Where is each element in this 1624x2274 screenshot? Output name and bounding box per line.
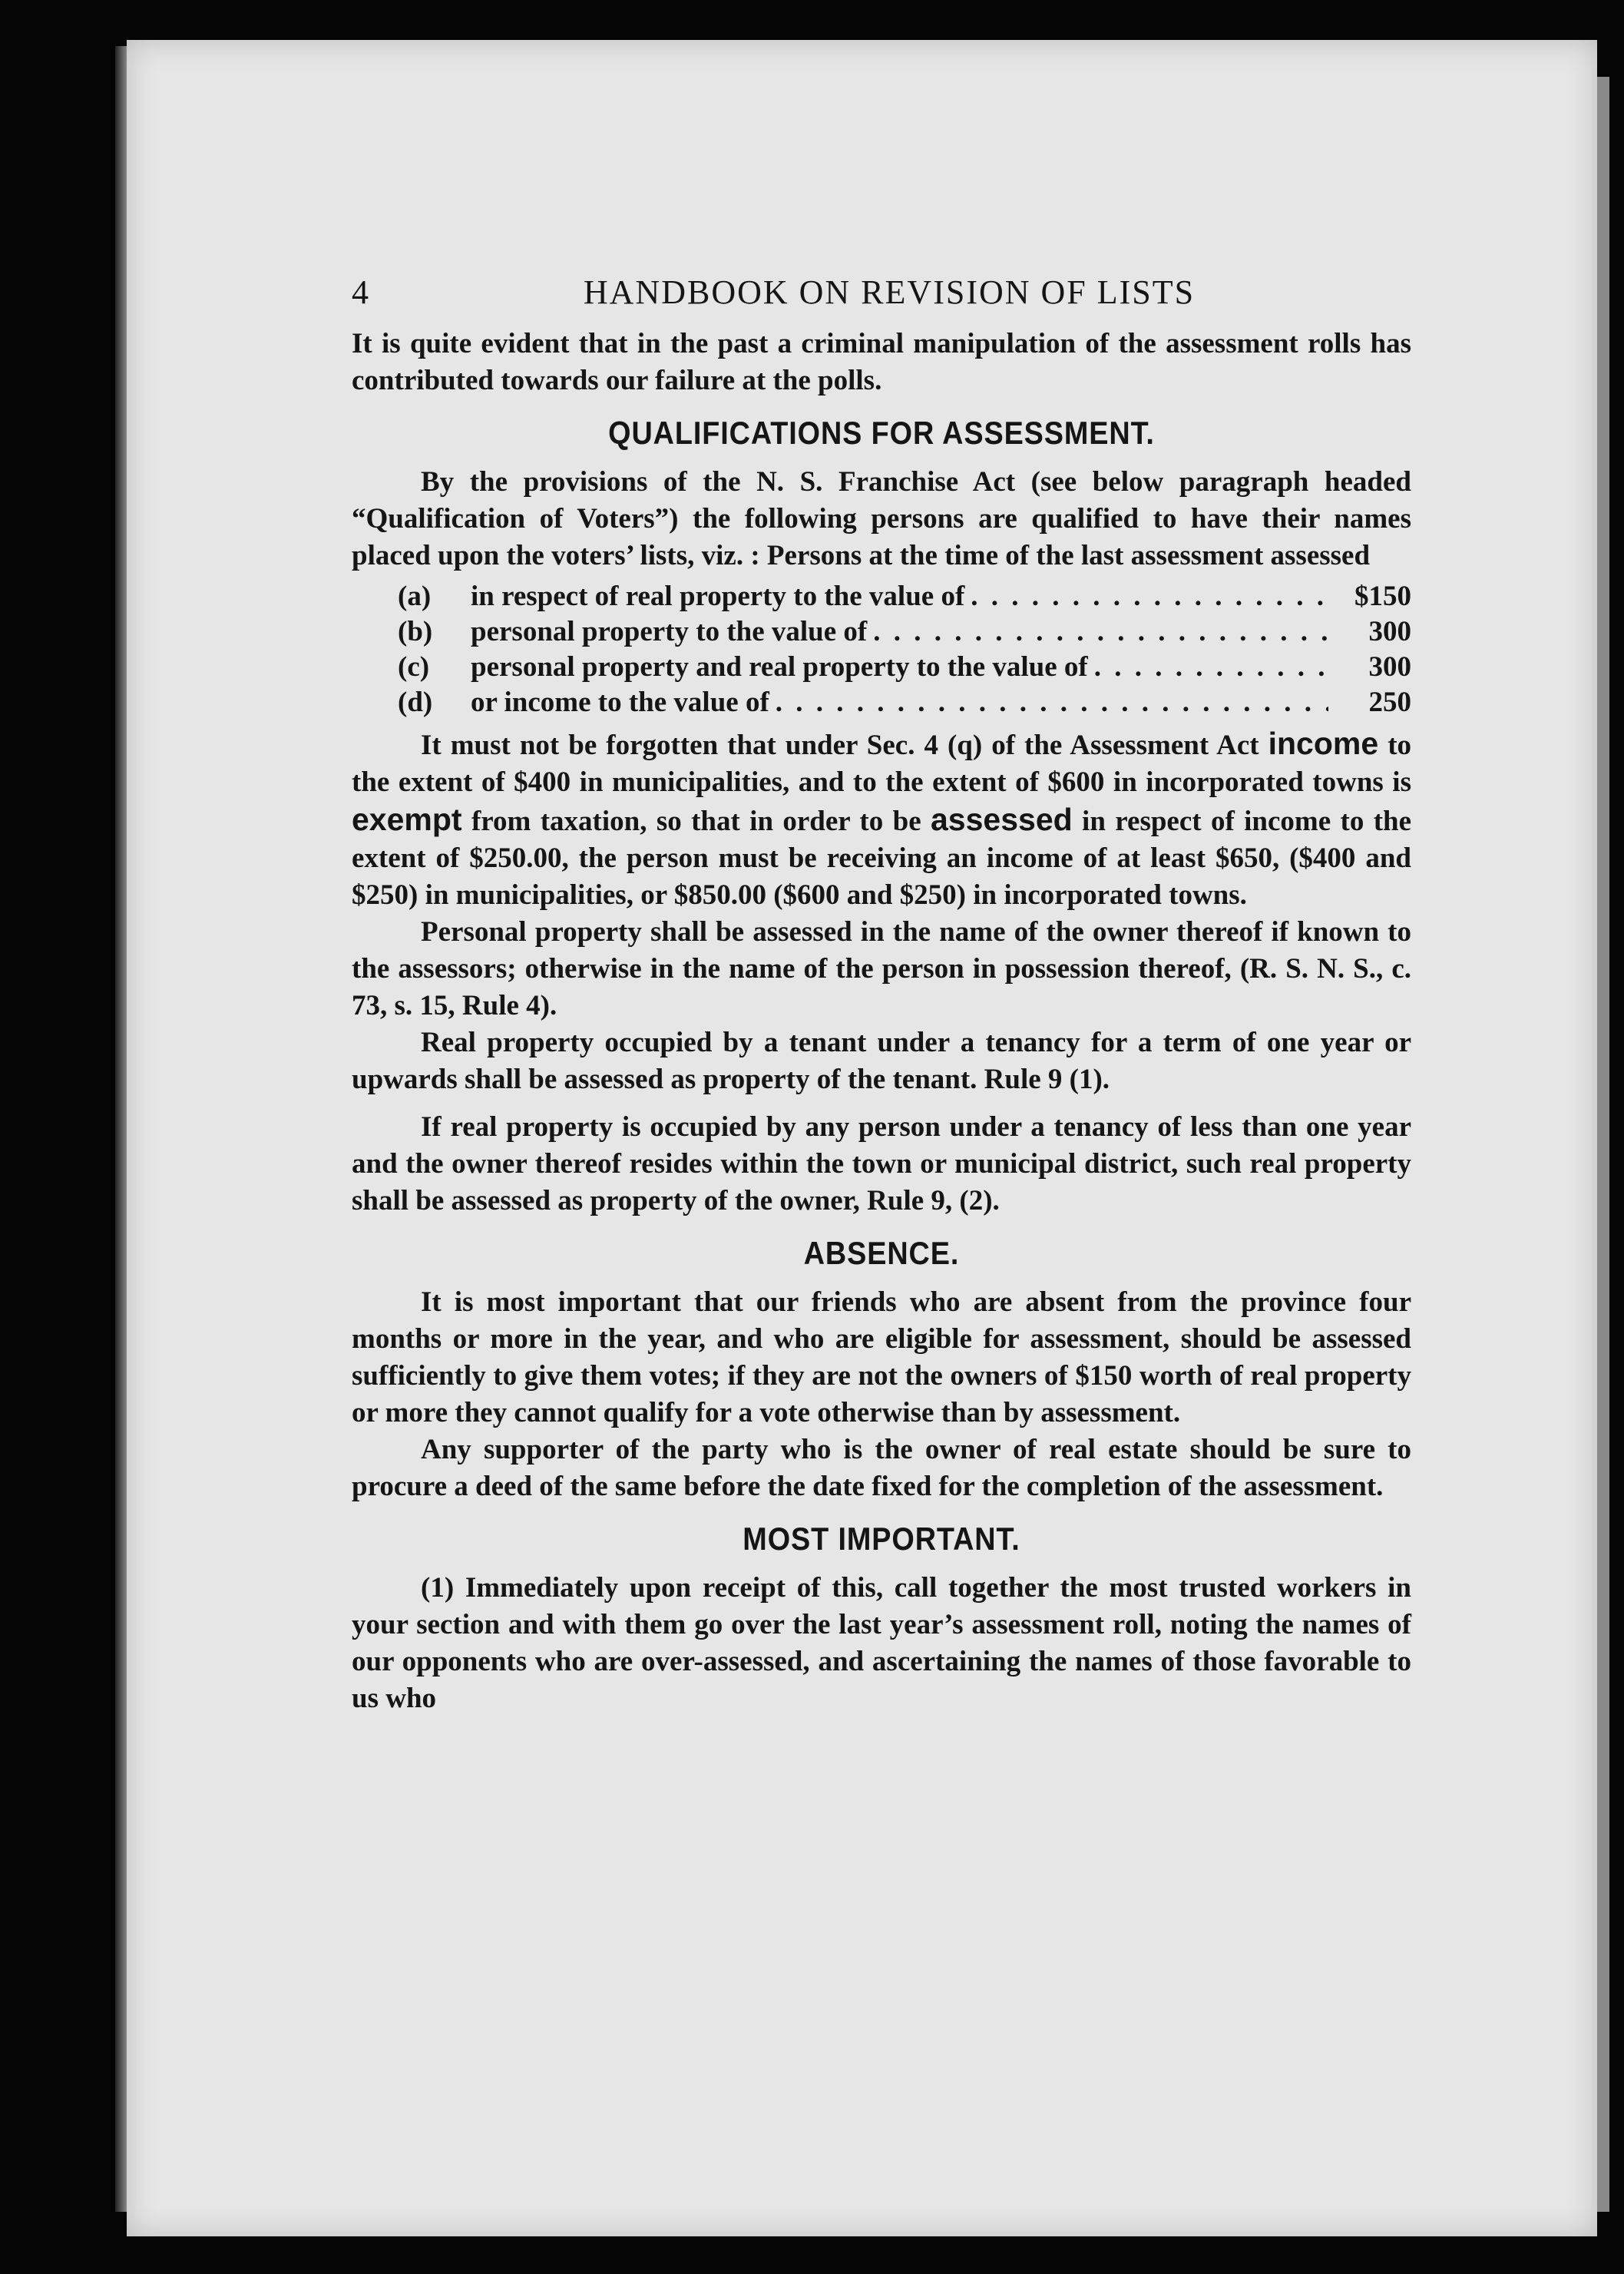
heading-absence: ABSENCE.: [803, 1235, 960, 1271]
absence-paragraph: It is most important that our friends who are absent from the province four months or more in the year, and who are eligible for assessment, should be assessed sufficiently to give them votes; if they are not the owners of $150 worth of real property or more they cannot qualify for a vote otherwise than by assessment.: [352, 1286, 1411, 1428]
personal-property-paragraph: Personal property shall be assessed in the name of the owner thereof if known to the assessors; otherwise in the name of the person in possession thereof, (R. S. N. S., c. 73, s. 15, Rule 4).: [352, 916, 1411, 1021]
emphasis-assessed: assessed: [931, 802, 1073, 837]
page-content: [352, 273, 1411, 1717]
franchise-paragraph: By the provisions of the N. S. Franchise Act (see below paragraph headed “Qualification of Voters”) the following persons are qualified to have their names placed upon the voters’ lists, viz. : Persons at the time of the last assessment assessed: [352, 466, 1411, 571]
item-text: or income to the value of: [471, 687, 769, 718]
text-run: to the extent of $400 in municipalities, and to the extent of $600 in incorporated towns is: [352, 730, 1412, 798]
heading-qualifications: QUALIFICATIONS FOR ASSESSMENT.: [608, 415, 1155, 451]
leader-dots: [1094, 650, 1328, 685]
qualification-item: [352, 614, 1411, 650]
intro-paragraph: It is quite evident that in the past a criminal manipulation of the assessment rolls has contributed towards our failure at the polls.: [352, 328, 1411, 396]
tenant-paragraph: Real property occupied by a tenant under a tenancy for a term of one year or upwards shall be assessed as property of the tenant. Rule 9 (1).: [352, 1027, 1411, 1095]
page-edge-right: [1597, 77, 1609, 2212]
income-exemption-paragraph: [352, 725, 1411, 914]
item-amount: $150: [1354, 581, 1411, 612]
item-amount: 250: [1368, 687, 1411, 718]
leader-dots: [776, 685, 1328, 720]
item-text: personal property and real property to the value of: [471, 651, 1088, 683]
item-text: in respect of real property to the value of: [471, 581, 965, 612]
qualification-list: [352, 579, 1411, 720]
spacer: [352, 1098, 1411, 1109]
emphasis-exempt: exempt: [352, 802, 462, 837]
item-amount: 300: [1368, 651, 1411, 683]
item-label: (b): [398, 616, 433, 647]
leader-dots: [873, 614, 1328, 650]
running-head: [352, 273, 1411, 312]
emphasis-income: income: [1268, 726, 1379, 761]
item-label: (c): [398, 651, 430, 683]
leader-dots: [971, 579, 1328, 614]
qualification-item: [352, 579, 1411, 614]
short-tenancy-paragraph: If real property is occupied by any person under a tenancy of less than one year and the owner thereof resides within the town or municipal district, such real property shall be assessed as property of the owner, Rule 9, (2).: [352, 1111, 1411, 1216]
page-number: 4: [352, 273, 370, 311]
item-label: (d): [398, 687, 433, 718]
running-head-title: HANDBOOK ON REVISION OF LISTS: [583, 273, 1196, 311]
text-run: It must not be forgotten that under Sec. 4 (q) of the Assessment Act: [421, 730, 1259, 761]
heading-most-important: MOST IMPORTANT.: [743, 1521, 1020, 1557]
most-important-paragraph: (1) Immediately upon receipt of this, call together the most trusted workers in your section and with them go over the last year’s assessment roll, noting the names of our opponents who are over-assessed, and ascertaining the names of those favorable to us who: [352, 1572, 1411, 1714]
item-amount: 300: [1368, 616, 1411, 647]
qualification-item: [352, 685, 1411, 720]
item-label: (a): [398, 581, 432, 612]
item-text: personal property to the value of: [471, 616, 868, 647]
real-estate-deed-paragraph: Any supporter of the party who is the owner of real estate should be sure to procure a deed of the same before the date fixed for the completion of the assessment.: [352, 1434, 1411, 1502]
text-run: from taxation, so that in order to be: [471, 806, 921, 837]
qualification-item: [352, 650, 1411, 685]
text-run: in respect of income to the extent of $250.00, the person must be receiving an income of at least $650, ($400 and $250) in municipalities, or $850.00 ($600 and $250) in incorporated towns.: [352, 806, 1412, 911]
